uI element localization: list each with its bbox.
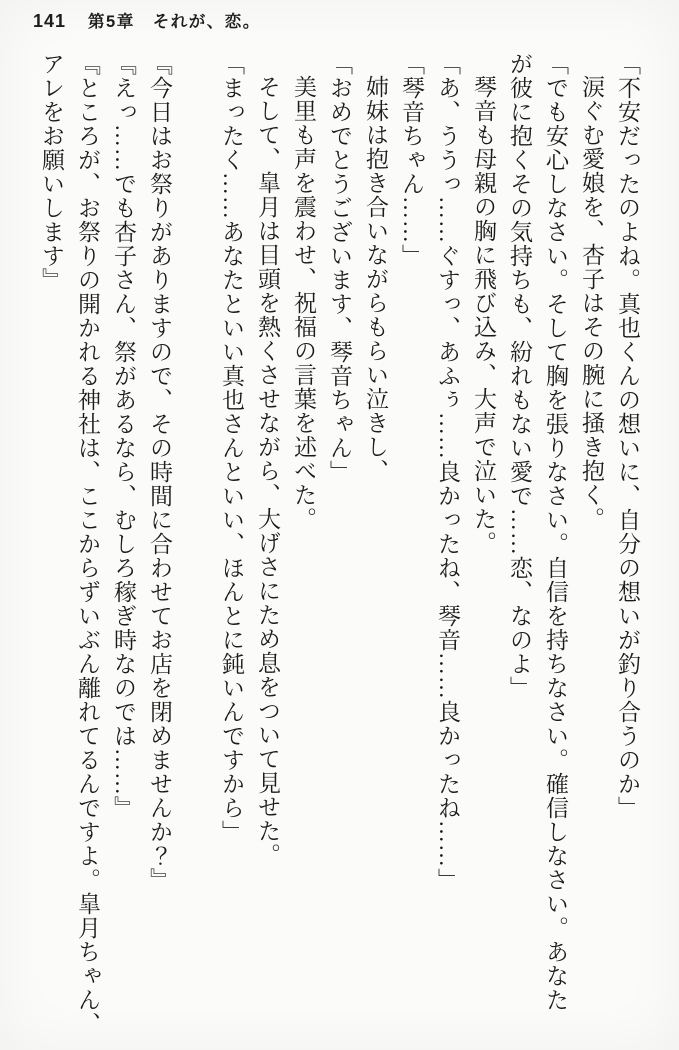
page-header [33,8,261,32]
text-line: 『えっ……でも杏子さん、祭があるなら、むしろ稼ぎ時なのでは……』 [111,52,136,820]
chapter-title: 第5章 それが、恋。 [88,13,261,31]
text-line: が彼に抱くその気持ちも、紛れもない愛で……恋、なのよ」 [507,52,532,700]
text-line: 「不安だったのよね。真也くんの想いに、自分の想いが釣り合うのか」 [615,52,640,820]
text-line: 琴音も母親の胸に飛び込み、大声で泣いた。 [471,75,496,555]
text-line: 「でも安心しなさい。そして胸を張りなさい。自信を持ちなさい。確信しなさい。あなた [543,52,568,1012]
page-number: 141 [33,11,67,31]
body-text [33,52,645,1042]
text-line: アレをお願いします』 [39,52,64,292]
text-line: 「おめでとうございます、琴音ちゃん」 [327,52,352,484]
text-line: 「まったく……あなたといい真也さんといい、ほんとに鈍いんですから」 [219,52,244,844]
text-line: 『ところが、お祭りの開かれる神社は、ここからずいぶん離れてるんですよ。皐月ちゃん、 [75,52,100,1036]
text-line: 『今日はお祭りがありますので、その時間に合わせてお店を閉めませんか？』 [147,52,172,892]
text-line: 姉妹は抱き合いながらもらい泣きし、 [363,75,388,483]
text-line: 「琴音ちゃん……」 [399,52,424,268]
text-line: 涙ぐむ愛娘を、杏子はその腕に掻き抱く。 [579,75,604,531]
text-line: そして、皐月は目頭を熱くさせながら、大げさにため息をついて見せた。 [255,75,280,867]
text-line: 美里も声を震わせ、祝福の言葉を述べた。 [291,75,316,531]
text-line: 「あ、ううっ……ぐすっ、あふぅ……良かったね、琴音……良かったね……」 [435,52,460,892]
